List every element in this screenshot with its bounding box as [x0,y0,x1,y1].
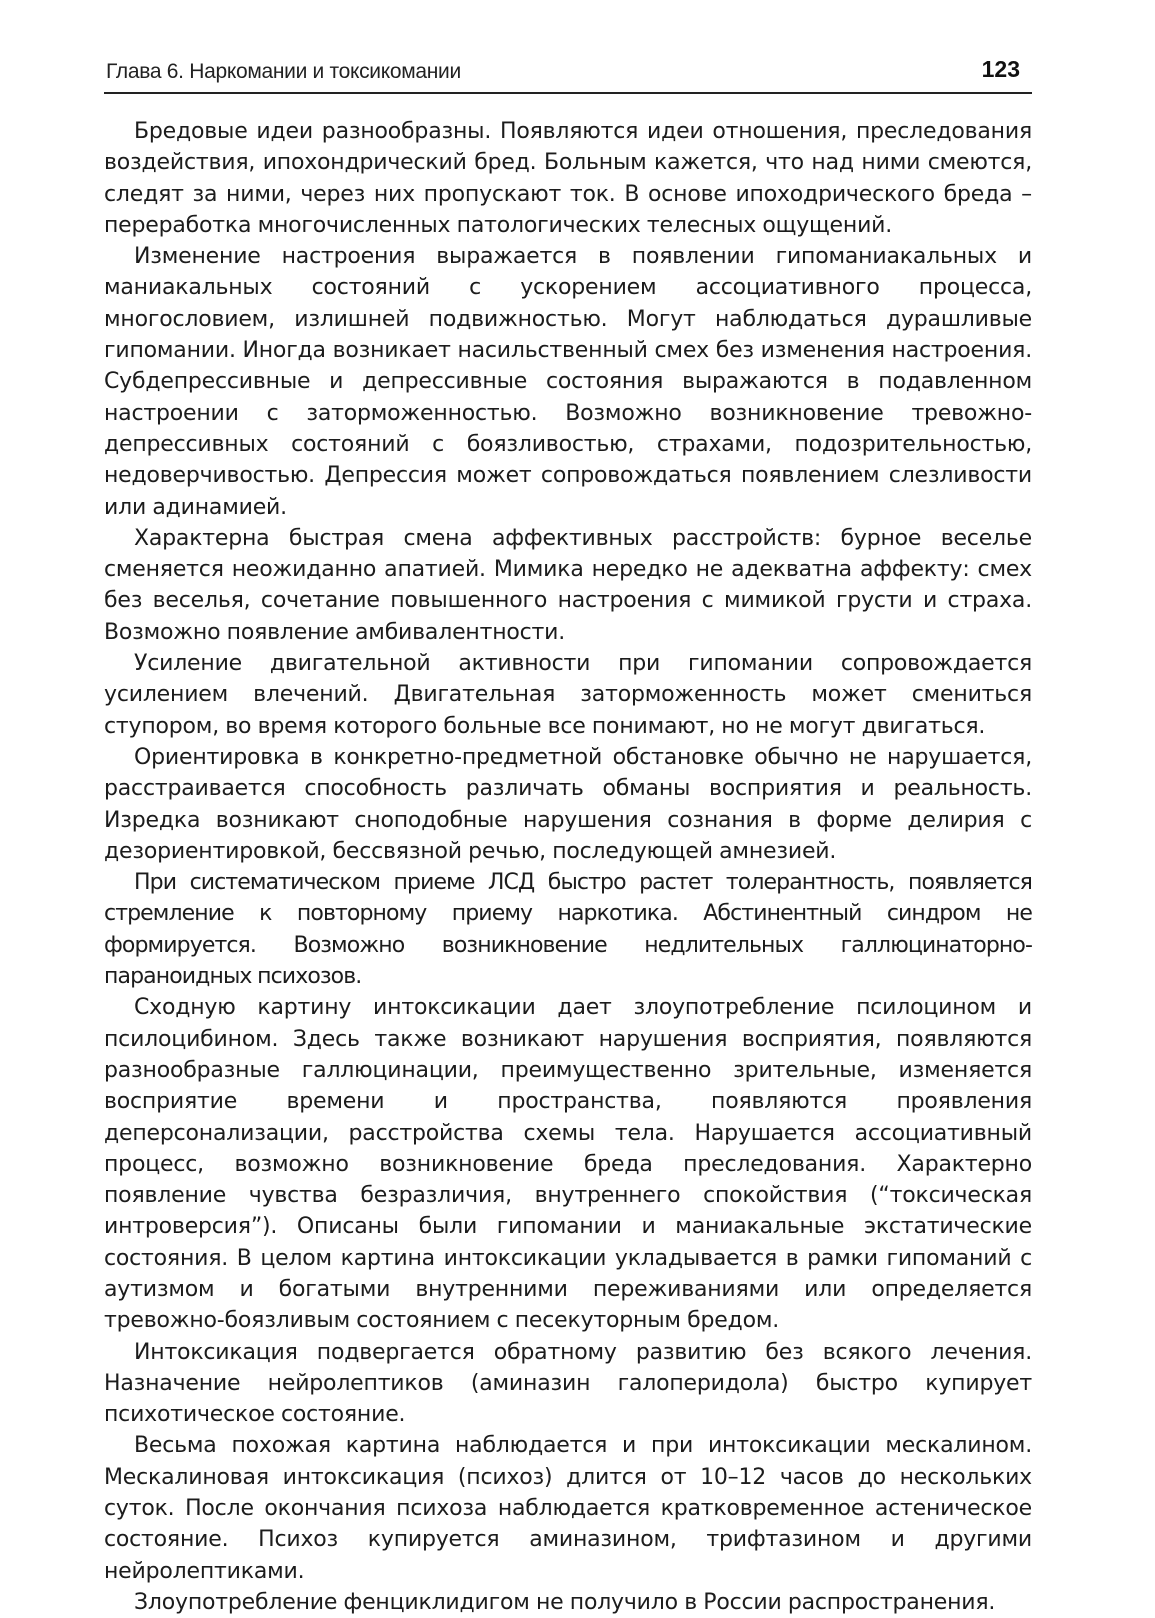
running-header [104,52,1032,94]
paragraph: Бредовые идеи разнообразны. Появляются идеи отношения, преследования воздействия, ипохондрический бред. Больным кажется, что над ними смеются, следят за ними, через них пропускают ток. В основе ипоходрического бреда – переработка многочисленных патологических телесных ощущений. [104,119,1032,238]
paragraph: Изменение настроения выражается в появлении гипоманиакальных и маниакальных состояний с ускорением ассоциативного процесса, многословием, излишней подвижностью. Могут наблюдаться дурашливые гипомании. Иногда возникает насильственный смех без изменения настроения. Субдепрессивные и депрессивные состояния выражаются в подавленном настроении с заторможенностью. Возможно возникновение тревожно-депрессивных состояний с боязливостью, страхами, подозрительностью, недоверчивостью. Депрессия может сопровождаться появлением слезливости или адинамией. [104,244,1032,520]
chapter-title: Глава 6. Наркомании и токсикомании [106,60,461,83]
body-text [104,116,1032,1618]
paragraph: Весьма похожая картина наблюдается и при интоксикации мескалином. Мескалиновая интоксикация (психоз) длится от 10–12 часов до нескольких суток. После окончания психоза наблюдается кратковременное астеническое состояние. Психоз купируется аминазином, трифтазином и другими нейролептиками. [104,1433,1032,1584]
paragraph: Злоупотребление фенциклидигом не получило в России распространения. [134,1589,996,1615]
paragraph: Характерна быстрая смена аффективных расстройств: бурное веселье сменяется неожиданно апатией. Мимика нередко не адекватна аффекту: смех без веселья, сочетание повышенного настроения с мимикой грусти и страха. Возможно появление амбивалентности. [104,525,1032,645]
paragraph: Сходную картину интоксикации дает злоупотребление псилоцином и псилоцибином. Здесь также возникают нарушения восприятия, появляются разнообразные галлюцинации, преимущественно зрительные, изменяется восприятие времени и пространства, появляются проявления деперсонализации, расстройства схемы тела. Нарушается ассоциативный процесс, возможно возникновение бреда преследования. Характерно появление чувства безразличия, внутреннего спокойствия (“токсическая интроверсия”). Описаны были гипомании и маниакальные экстатические состояния. В целом картина интоксикации укладывается в рамки гипоманий с аутизмом и богатыми внутренними переживаниями или определяется тревожно-боязливым состоянием с песекуторным бредом. [104,995,1032,1334]
page-number: 123 [981,56,1020,82]
paragraph: Усиление двигательной активности при гипомании сопровождается усилением влечений. Двигательная заторможенность может смениться ступором, во время которого больные все понимают, но не могут двигаться. [104,651,1032,739]
paragraph: Интоксикация подвергается обратному развитию без всякого лечения. Назначение нейролептиков (аминазин галоперидола) быстро купирует психотическое состояние. [104,1339,1032,1428]
paragraph: Ориентировка в конкретно-предметной обстановке обычно не нарушается, расстраивается способность различать обманы восприятия и реальность. Изредка возникают сноподобные нарушения сознания в форме делирия с дезориентировкой, бессвязной речью, последующей амнезией. [104,744,1032,864]
book-page [104,52,1032,1618]
paragraph: При систематическом приеме ЛСД быстро растет толерантность, появляется стремление к повторному приему наркотика. Абстинентный синдром не формируется. Возможно возникновение недлительных галлюцинаторно-параноидных психозов. [104,870,1032,990]
